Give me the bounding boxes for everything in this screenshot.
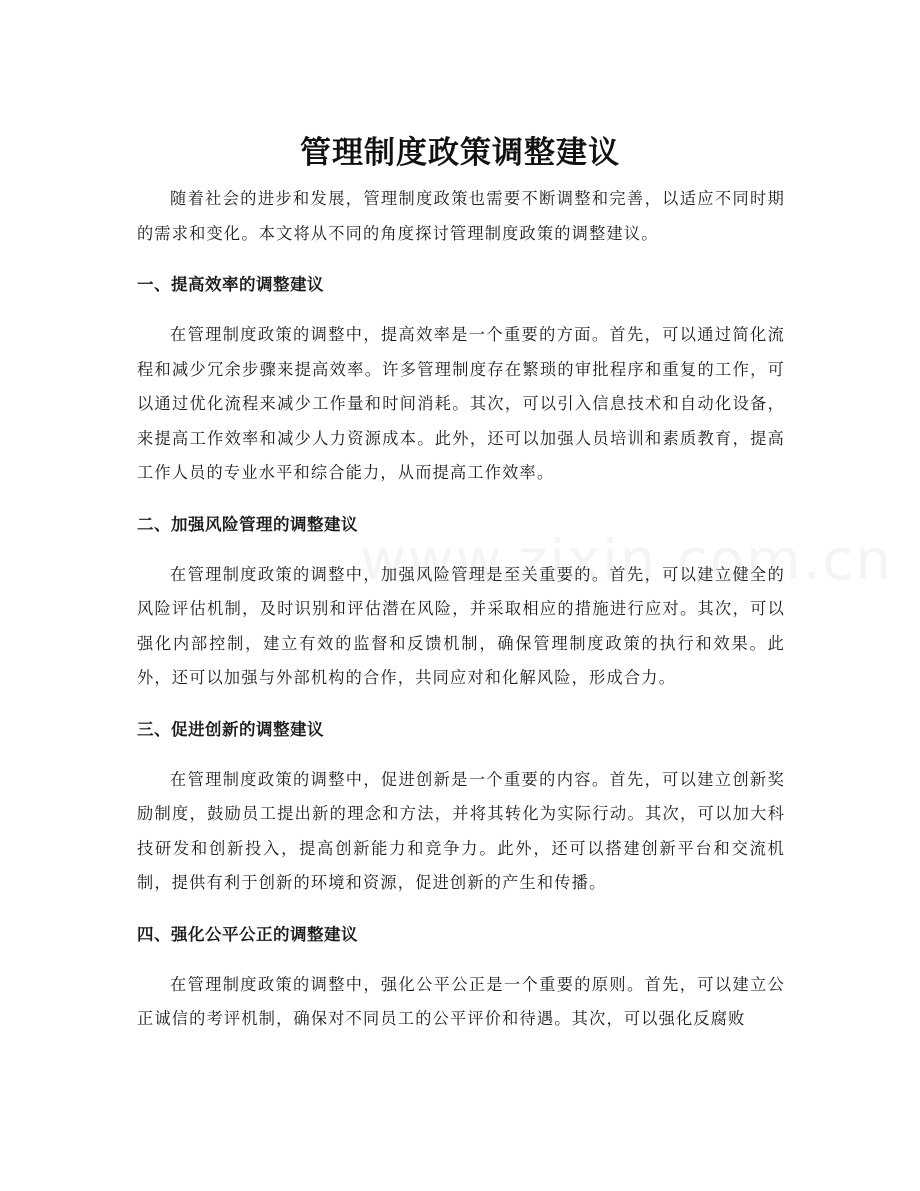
section-body-efficiency: 在管理制度政策的调整中，提高效率是一个重要的方面。首先，可以通过简化流程和减少冗余步骤来提高效率。许多管理制度存在繁琐的审批程序和重复的工作，可以通过优化流程来减少工作量和时间消耗。其次，可以引入信息技术和自动化设备，来提高工作效率和减少人力资源成本。此外，还可以加强人员培训和素质教育，提高工作人员的专业水平和综合能力，从而提高工作效率。 xyxy=(137,325,785,482)
document-body xyxy=(137,182,785,1037)
section-body-risk: 在管理制度政策的调整中，加强风险管理是至关重要的。首先，可以建立健全的风险评估机制，及时识别和评估潜在风险，并采取相应的措施进行应对。其次，可以强化内部控制，建立有效的监督和反馈机制，确保管理制度政策的执行和效果。此外，还可以加强与外部机构的合作，共同应对和化解风险，形成合力。 xyxy=(137,564,785,687)
section-heading-risk: 二、加强风险管理的调整建议 xyxy=(137,514,358,534)
section-heading-fairness: 四、强化公平公正的调整建议 xyxy=(137,924,358,944)
intro-paragraph: 随着社会的进步和发展，管理制度政策也需要不断调整和完善，以适应不同时期的需求和变化。本文将从不同的角度探讨管理制度政策的调整建议。 xyxy=(137,189,785,243)
section-body-fairness: 在管理制度政策的调整中，强化公平公正是一个重要的原则。首先，可以建立公正诚信的考评机制，确保对不同员工的公平评价和待遇。其次，可以强化反腐败 xyxy=(137,974,785,1028)
section-heading-efficiency: 一、提高效率的调整建议 xyxy=(137,275,324,294)
section-body-innovation: 在管理制度政策的调整中，促进创新是一个重要的内容。首先，可以建立创新奖励制度，鼓励员工提出新的理念和方法，并将其转化为实际行动。其次，可以加大科技研发和创新投入，提高创新能力和竞争力。此外，还可以搭建创新平台和交流机制，提供有利于创新的环境和资源，促进创新的产生和传播。 xyxy=(137,769,785,892)
document-title: 管理制度政策调整建议 xyxy=(300,134,620,171)
section-heading-innovation: 三、促进创新的调整建议 xyxy=(137,719,324,739)
